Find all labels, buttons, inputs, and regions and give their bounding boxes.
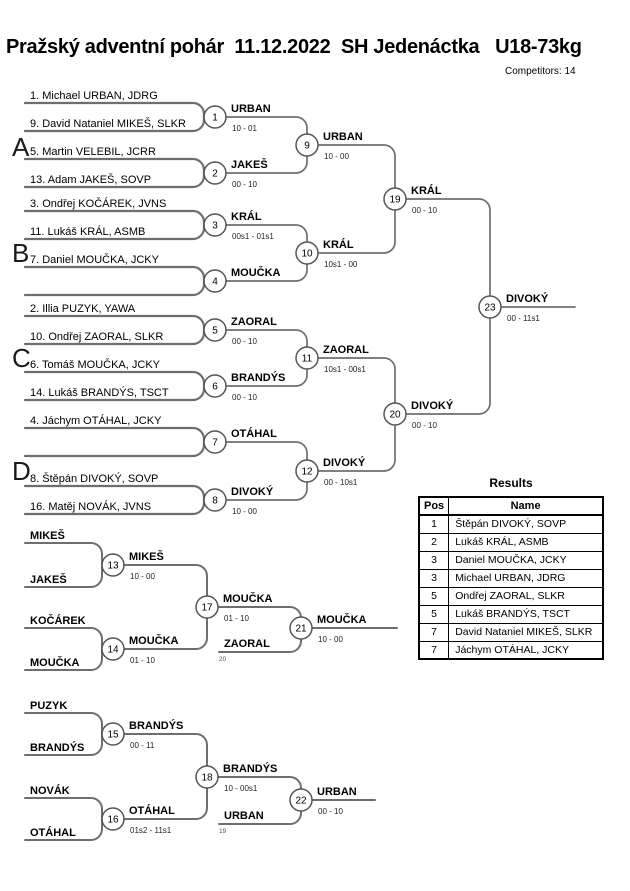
entry-name: 6. Tomáš MOUČKA, JCKY xyxy=(30,359,160,371)
entry-name: KOČÁREK xyxy=(30,615,86,627)
match-winner: URBAN xyxy=(231,103,271,115)
results-row xyxy=(419,515,603,533)
svg-text:19: 19 xyxy=(389,194,401,206)
svg-text:14: 14 xyxy=(107,644,119,656)
match-score: 10 - 00s1 xyxy=(224,784,258,793)
match-score: 01 - 10 xyxy=(130,656,155,665)
match-score: 00s1 - 01s1 xyxy=(232,232,274,241)
results-header-row xyxy=(419,497,603,515)
entry-name: 2. Illia PUZYK, YAWA xyxy=(30,303,136,315)
match-node-22 xyxy=(290,789,312,811)
final-winner: DIVOKÝ xyxy=(506,293,549,305)
match-node-1 xyxy=(204,106,226,128)
entry-name: OTÁHAL xyxy=(30,827,76,839)
match-score: 10 - 00 xyxy=(232,507,257,516)
entry-name: JAKEŠ xyxy=(30,574,67,586)
entry-name: PUZYK xyxy=(30,700,68,712)
match-score: 00 - 10 xyxy=(318,807,343,816)
result-pos: 2 xyxy=(419,533,449,551)
svg-text:23: 23 xyxy=(484,302,496,314)
svg-text:18: 18 xyxy=(201,772,213,784)
entry-name: MIKEŠ xyxy=(30,530,65,542)
entry-name: 13. Adam JAKEŠ, SOVP xyxy=(30,174,152,186)
svg-text:5: 5 xyxy=(212,325,218,337)
match-score: 00 - 10 xyxy=(412,206,437,215)
svg-text:12: 12 xyxy=(301,466,313,478)
final-score: 00 - 11s1 xyxy=(507,314,540,323)
entry-name: 3. Ondřej KOČÁREK, JVNS xyxy=(30,198,167,210)
match-score: 10 - 01 xyxy=(232,124,257,133)
results-row xyxy=(419,587,603,605)
match-winner: MOUČKA xyxy=(317,614,367,626)
match-winner: OTÁHAL xyxy=(231,428,277,440)
group-label-d: D xyxy=(12,456,31,486)
feeder-source-match: 19 xyxy=(219,828,227,835)
match-winner: MOUČKA xyxy=(231,267,281,279)
match-score: 10s1 - 00s1 xyxy=(324,365,366,374)
entry-name: 16. Matěj NOVÁK, JVNS xyxy=(30,501,152,513)
results-row xyxy=(419,641,603,659)
match-node-4 xyxy=(204,270,226,292)
match-score: 00 - 10 xyxy=(232,337,257,346)
match-node-8 xyxy=(204,489,226,511)
group-label-b: B xyxy=(12,238,30,268)
result-pos: 3 xyxy=(419,551,449,569)
match-winner: DIVOKÝ xyxy=(323,457,366,469)
result-name: Daniel MOUČKA, JCKY xyxy=(449,551,603,569)
entry-name: 10. Ondřej ZAORAL, SLKR xyxy=(30,331,164,343)
feeder-source-match: 20 xyxy=(219,656,227,663)
result-pos: 3 xyxy=(419,569,449,587)
match-node-20 xyxy=(384,403,406,425)
result-pos: 5 xyxy=(419,587,449,605)
result-pos: 7 xyxy=(419,641,449,659)
result-name: Michael URBAN, JDRG xyxy=(449,569,603,587)
result-name: Jáchym OTÁHAL, JCKY xyxy=(449,641,603,659)
results-row xyxy=(419,605,603,623)
match-score: 01s2 - 11s1 xyxy=(130,826,172,835)
svg-text:8: 8 xyxy=(212,495,218,507)
feeder-labels xyxy=(219,638,270,835)
match-node-2 xyxy=(204,162,226,184)
result-name: Lukáš KRÁL, ASMB xyxy=(449,533,603,551)
results-row xyxy=(419,551,603,569)
entry-name: 9. David Nataniel MIKEŠ, SLKR xyxy=(30,118,186,130)
entry-name: MOUČKA xyxy=(30,657,80,669)
svg-text:16: 16 xyxy=(107,814,119,826)
match-node-7 xyxy=(204,431,226,453)
results-title: Results xyxy=(489,476,533,490)
match-node-15 xyxy=(102,723,124,745)
competitors-count: Competitors: 14 xyxy=(505,66,576,77)
results-col-name: Name xyxy=(449,497,603,515)
match-node-21 xyxy=(290,617,312,639)
svg-text:4: 4 xyxy=(212,276,218,288)
match-winner: KRÁL xyxy=(411,185,442,197)
match-node-16 xyxy=(102,808,124,830)
match-winner: URBAN xyxy=(323,131,363,143)
match-winner: BRANDÝS xyxy=(223,763,278,775)
match-winner: KRÁL xyxy=(323,239,354,251)
match-winner: MOUČKA xyxy=(129,635,179,647)
match-winner: MIKEŠ xyxy=(129,551,164,563)
match-winner: KRÁL xyxy=(231,211,262,223)
entry-name: 14. Lukáš BRANDÝS, TSCT xyxy=(30,387,169,399)
feeder-name: ZAORAL xyxy=(224,638,270,650)
match-node-13 xyxy=(102,554,124,576)
match-score: 00 - 10 xyxy=(232,180,257,189)
match-node-11 xyxy=(296,347,318,369)
match-winner: DIVOKÝ xyxy=(411,400,454,412)
match-winner: JAKEŠ xyxy=(231,159,268,171)
match-winner: MOUČKA xyxy=(223,593,273,605)
result-pos: 7 xyxy=(419,623,449,641)
svg-text:20: 20 xyxy=(389,409,401,421)
result-name: Lukáš BRANDÝS, TSCT xyxy=(449,605,603,623)
bracket-lines-round2 xyxy=(215,117,307,500)
svg-text:22: 22 xyxy=(295,795,307,807)
page-title: Pražský adventní pohár 11.12.2022 SH Jedenáctka U18-73kg xyxy=(6,36,582,58)
match-node-9 xyxy=(296,134,318,156)
match-winner: ZAORAL xyxy=(231,316,277,328)
result-pos: 5 xyxy=(419,605,449,623)
match-score: 00 - 11 xyxy=(130,741,155,750)
svg-text:21: 21 xyxy=(295,623,307,635)
feeder-name: URBAN xyxy=(224,810,264,822)
svg-text:1: 1 xyxy=(212,112,218,124)
results-row xyxy=(419,569,603,587)
svg-text:9: 9 xyxy=(304,140,310,152)
svg-text:7: 7 xyxy=(212,437,218,449)
match-node-10 xyxy=(296,242,318,264)
results-row xyxy=(419,533,603,551)
match-winner: BRANDÝS xyxy=(231,372,286,384)
entry-name: 4. Jáchym OTÁHAL, JCKY xyxy=(30,415,162,427)
match-results xyxy=(129,103,549,835)
match-winner: BRANDÝS xyxy=(129,720,184,732)
entry-name: 1. Michael URBAN, JDRG xyxy=(30,90,158,102)
result-name: Štěpán DIVOKÝ, SOVP xyxy=(449,515,603,533)
match-score: 00 - 10 xyxy=(232,393,257,402)
svg-text:15: 15 xyxy=(107,729,119,741)
svg-text:10: 10 xyxy=(301,248,313,260)
entry-name: 11. Lukáš KRÁL, ASMB xyxy=(30,226,146,238)
match-winner: DIVOKÝ xyxy=(231,486,274,498)
entry-name: 8. Štěpán DIVOKÝ, SOVP xyxy=(30,473,159,485)
match-score: 10 - 00 xyxy=(130,572,155,581)
match-node-3 xyxy=(204,214,226,236)
match-node-5 xyxy=(204,319,226,341)
match-winner: OTÁHAL xyxy=(129,805,175,817)
main-entries xyxy=(30,90,186,513)
results-row xyxy=(419,623,603,641)
group-label-c: C xyxy=(12,343,31,373)
results-col-pos: Pos xyxy=(419,497,449,515)
match-node-14 xyxy=(102,638,124,660)
entry-name: 7. Daniel MOUČKA, JCKY xyxy=(30,254,159,266)
svg-text:13: 13 xyxy=(107,560,119,572)
match-node-19 xyxy=(384,188,406,210)
entry-name: NOVÁK xyxy=(30,785,70,797)
match-node-18 xyxy=(196,766,218,788)
result-name: Ondřej ZAORAL, SLKR xyxy=(449,587,603,605)
bracket-lines-semifinals xyxy=(307,145,395,471)
match-score: 10s1 - 00 xyxy=(324,260,358,269)
match-score: 10 - 00 xyxy=(324,152,349,161)
match-node-12 xyxy=(296,460,318,482)
match-score: 00 - 10 xyxy=(412,421,437,430)
repechage-entries xyxy=(30,529,86,839)
match-winner: URBAN xyxy=(317,786,357,798)
match-node-6 xyxy=(204,375,226,397)
result-name: David Nataniel MIKEŠ, SLKR xyxy=(449,623,603,641)
result-pos: 1 xyxy=(419,515,449,533)
match-node-17 xyxy=(196,596,218,618)
entry-name: BRANDÝS xyxy=(30,742,85,754)
svg-text:17: 17 xyxy=(201,602,213,614)
match-node-23 xyxy=(479,296,501,318)
svg-text:3: 3 xyxy=(212,220,218,232)
match-winner: ZAORAL xyxy=(323,344,369,356)
entry-name: 5. Martin VELEBIL, JCRR xyxy=(30,146,156,158)
group-label-a: A xyxy=(12,132,30,162)
match-score: 01 - 10 xyxy=(224,614,249,623)
svg-text:2: 2 xyxy=(212,168,218,180)
results-table xyxy=(418,496,604,660)
svg-text:6: 6 xyxy=(212,381,218,393)
match-score: 00 - 10s1 xyxy=(324,478,358,487)
match-score: 10 - 00 xyxy=(318,635,343,644)
svg-text:11: 11 xyxy=(301,353,313,365)
